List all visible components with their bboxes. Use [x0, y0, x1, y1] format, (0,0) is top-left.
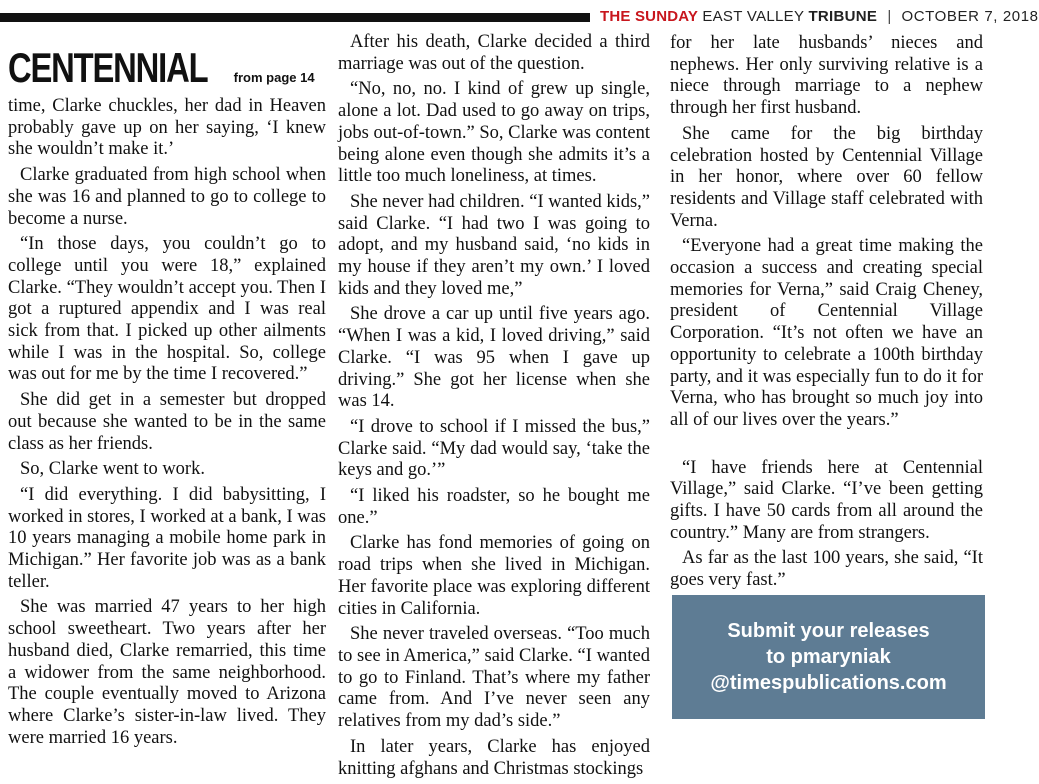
article-header [8, 30, 326, 90]
masthead-the-sunday: THE SUNDAY [600, 8, 699, 25]
paragraph: “Everyone had a great time making the occasion a success and creating special memories for Verna,” said Craig Cheney, president of Centennial Village Corporation. “It’s not often we have an opportunity to celebrate a 100th birthday party, and it was especially fun to do it for Verna, who has brought so much joy into all of our lives over the years.” [670, 236, 983, 430]
masthead-separator: | [887, 8, 892, 25]
paragraph: Clarke has fond memories of going on road trips when she lived in Michigan. Her favorite place was exploring different cities in California. [338, 533, 650, 619]
paragraph: She was married 47 years to her high school sweetheart. Two years after her husband died, Clarke remarried, this time a widower from the same neighborhood. The couple eventually moved to Arizona where Clarke’s sister-in-law lived. They were married 16 years. [8, 597, 326, 748]
paragraph: “No, no, no. I kind of grew up single, alone a lot. Dad used to go away on trips, jobs out-of-town.” So, Clarke was content being alone even though she admits it’s a little too much loneliness, at times. [338, 79, 650, 187]
article-column-2 [338, 32, 650, 784]
paragraph: “In those days, you couldn’t go to college until you were 18,” explained Clarke. “They wouldn’t accept you. Then I got a ruptured appendix and I was real sick from that. I picked up other ailments while I was in the hospital. So, college was out for me by the time I recovered.” [8, 234, 326, 385]
masthead-bar [0, 0, 1039, 34]
paragraph: In later years, Clarke has enjoyed knitting afghans and Christmas stockings [338, 736, 650, 779]
masthead-east-valley: EAST VALLEY [702, 8, 805, 25]
paragraph: Clarke graduated from high school when she was 16 and planned to go to college to become a nurse. [8, 165, 326, 229]
promo-line-1: Submit your releases [727, 620, 930, 642]
masthead [600, 7, 1039, 27]
masthead-tribune: TRIBUNE [808, 8, 878, 25]
promo-email: @timespublications.com [710, 672, 947, 694]
paragraph: She came for the big birthday celebration hosted by Centennial Village in her honor, where over 60 fellow residents and Village staff celebrated with Verna. [670, 123, 983, 231]
paragraph: So, Clarke went to work. [20, 459, 205, 480]
jump-from-label: from page 14 [233, 70, 315, 85]
article-title: CENTENNIAL [8, 44, 208, 91]
masthead-date: OCTOBER 7, 2018 [901, 8, 1039, 25]
paragraph: “I liked his roadster, so he bought me one.” [338, 486, 650, 528]
article-column-3 [670, 33, 983, 596]
paragraph: She never had children. “I wanted kids,” said Clarke. “I had two I was going to adopt, and my husband said, ‘no kids in my house if they aren’t my own.’ I loved kids and they loved me,” [338, 191, 651, 299]
paragraph: “I drove to school if I missed the bus,” Clarke said. “My dad would say, ‘take the keys and go.’” [338, 416, 650, 481]
paragraph: As far as the last 100 years, she said, “It goes very fast.” [670, 548, 983, 591]
paragraph: “I have friends here at Centennial Village,” said Clarke. “I’ve been getting gifts. I have 50 cards from all around the country.” Many are from strangers. [670, 457, 983, 543]
masthead-rule [0, 13, 590, 22]
paragraph: After his death, Clarke decided a third marriage was out of the question. [338, 32, 650, 74]
submit-releases-promo-box [672, 595, 985, 719]
paragraph: for her late husbands’ nieces and nephews. Her only surviving relative is a niece through marriage to a nephew through her first husband. [670, 33, 983, 119]
paragraph: “I did everything. I did babysitting, I worked in stores, I worked at a bank, I was 10 years managing a mobile home park in Michigan.” Her favorite job was as a bank teller. [8, 484, 327, 592]
paragraph: She never traveled overseas. “Too much to see in America,” said Clarke. “I wanted to go to Finland. That’s where my father came from. And I’ve never seen any relatives from my dad’s side.” [338, 624, 650, 732]
promo-line-2: to pmaryniak [766, 646, 891, 668]
paragraph: She did get in a semester but dropped out because she wanted to be in the same class as her friends. [8, 390, 326, 454]
article-column-1 [8, 30, 326, 753]
paragraph: She drove a car up until five years ago. “When I was a kid, I loved driving,” said Clarke. “I was 95 when I gave up driving.” She got her license when she was 14. [338, 304, 650, 412]
paragraph: time, Clarke chuckles, her dad in Heaven probably gave up on her saying, ‘I knew she wouldn’t make it.’ [8, 96, 326, 160]
